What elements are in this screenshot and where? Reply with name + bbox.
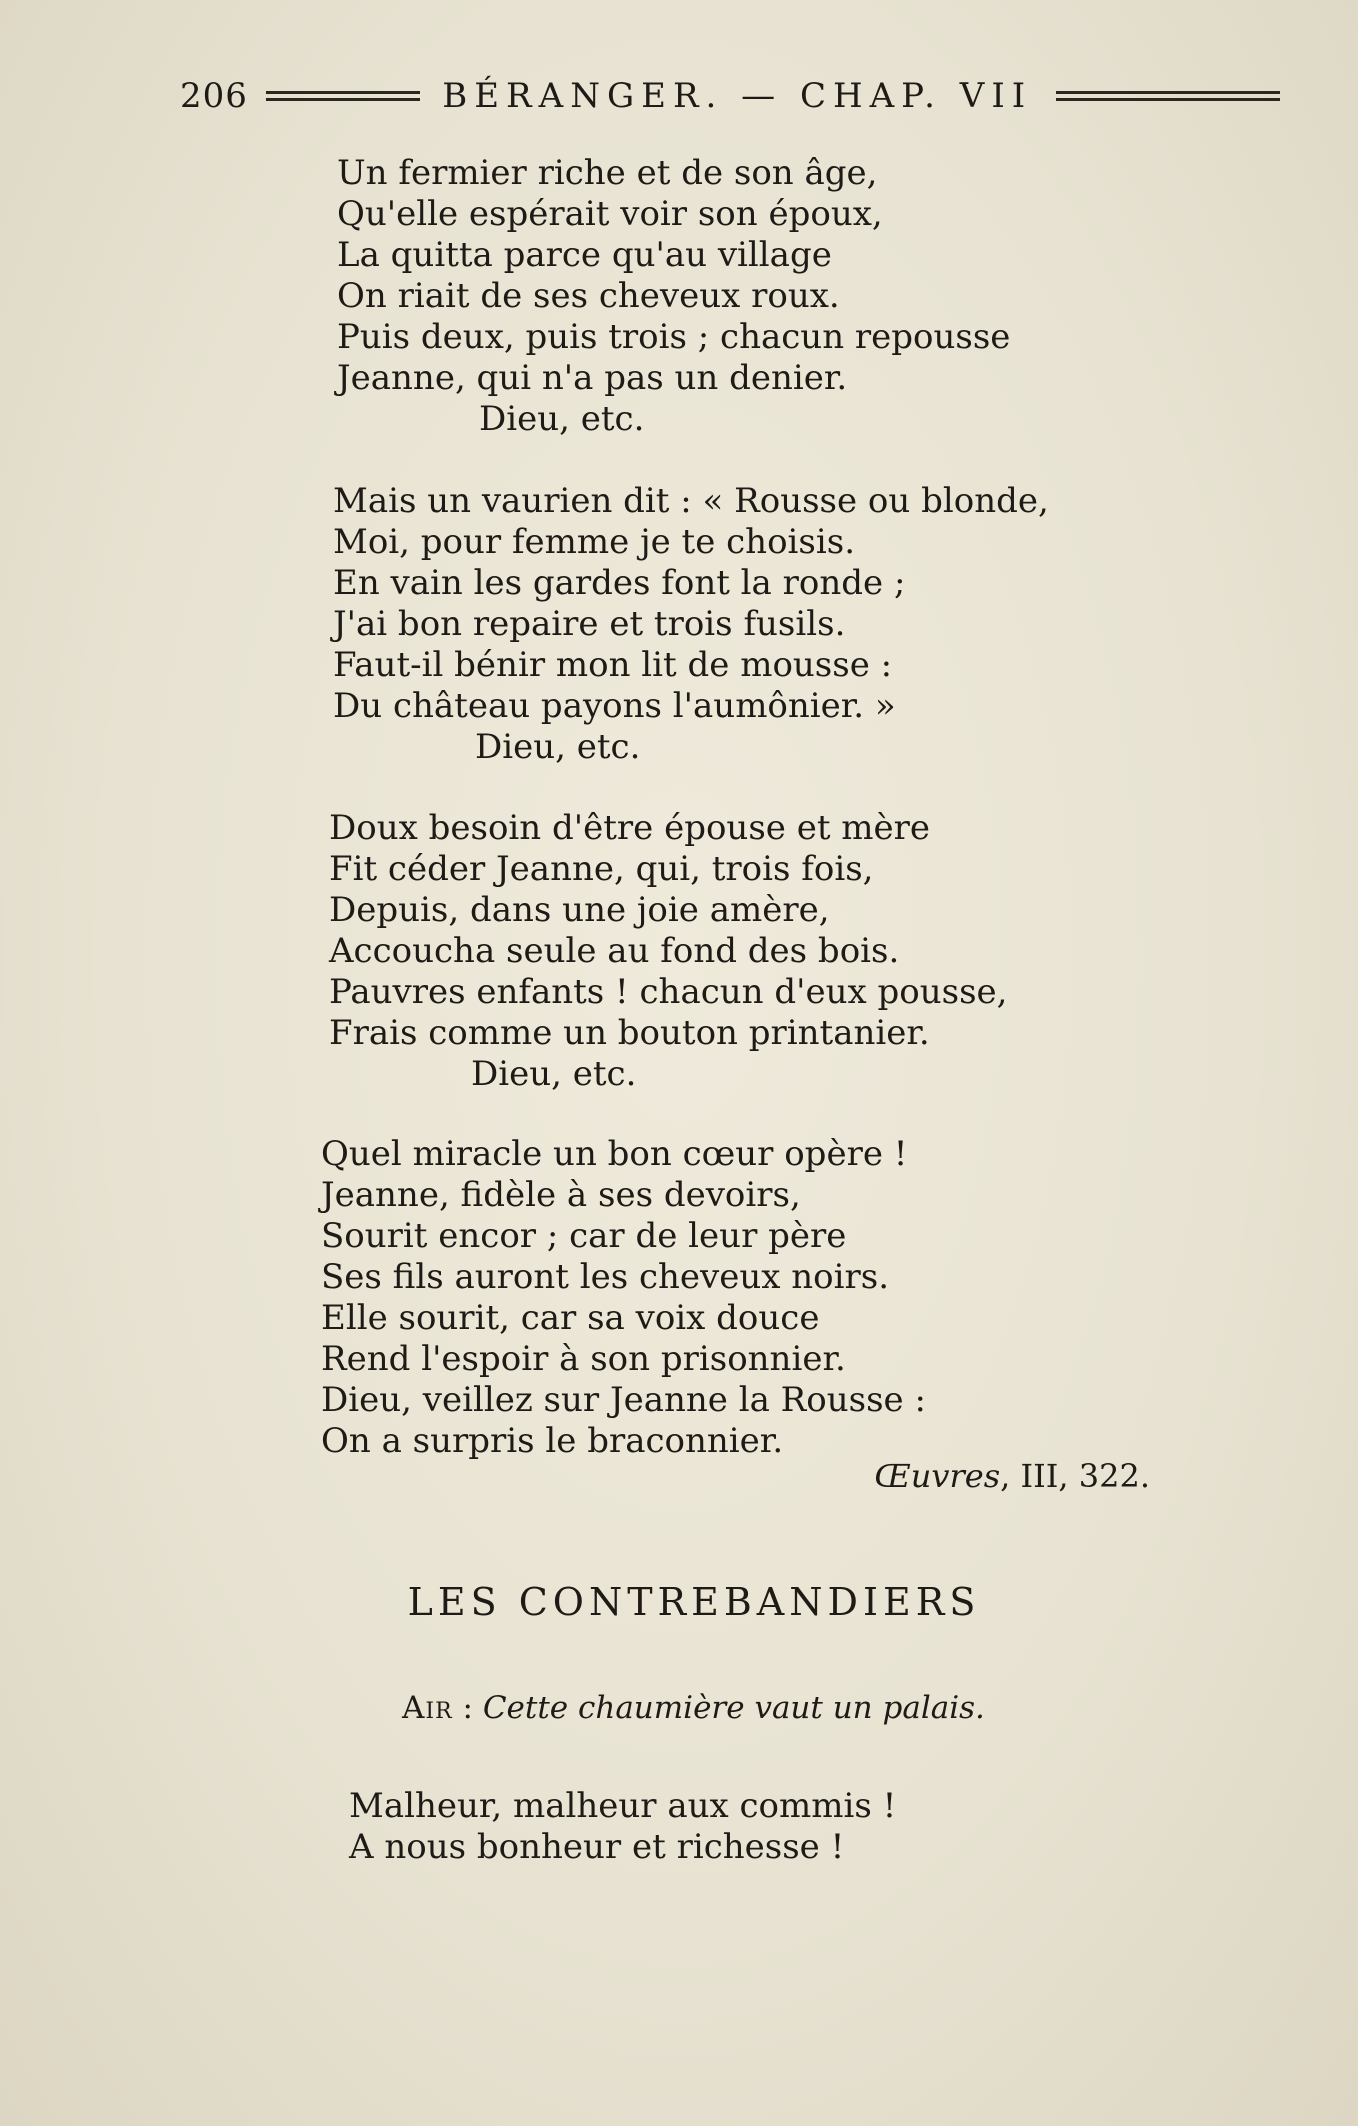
page-number: 206 <box>180 76 248 116</box>
stanza-3 <box>329 808 1007 1095</box>
header-rule-left <box>266 86 420 106</box>
running-head <box>180 74 1280 118</box>
verse-line: Un fermier riche et de son âge, <box>337 153 878 193</box>
stanza-1 <box>337 153 1010 440</box>
air-label: Air <box>402 1690 453 1726</box>
section-heading: LES CONTREBANDIERS <box>407 1580 981 1624</box>
header-rule-right <box>1056 86 1280 106</box>
source-reference: , III, 322. <box>1000 1457 1150 1495</box>
verse-line: En vain les gardes font la ronde ; <box>333 563 906 603</box>
verse-line: Jeanne, fidèle à ses devoirs, <box>321 1175 801 1215</box>
source-work: Œuvres <box>874 1457 1001 1495</box>
stanza-4 <box>321 1134 926 1462</box>
verse-line: Elle sourit, car sa voix douce <box>321 1298 820 1338</box>
refrain: Dieu, etc. <box>475 727 641 767</box>
verse-line: Moi, pour femme je te choisis. <box>333 522 856 562</box>
verse-line: On a surpris le braconnier. <box>321 1421 784 1461</box>
song-opening-stanza <box>349 1786 896 1868</box>
air-title: Cette chaumière vaut un palais. <box>482 1690 985 1726</box>
air-indication <box>402 1690 985 1726</box>
verse-line: Jeanne, qui n'a pas un denier. <box>337 358 848 398</box>
verse-line: Puis deux, puis trois ; chacun repousse <box>337 317 1011 357</box>
verse-line: Depuis, dans une joie amère, <box>329 890 830 930</box>
verse-line: Accoucha seule au fond des bois. <box>329 931 900 971</box>
source-citation <box>874 1457 1150 1495</box>
verse-line: Mais un vaurien dit : « Rousse ou blonde, <box>333 481 1049 521</box>
verse-line: Pauvres enfants ! chacun d'eux pousse, <box>329 972 1008 1012</box>
verse-line: Ses fils auront les cheveux noirs. <box>321 1257 890 1297</box>
verse-line: J'ai bon repaire et trois fusils. <box>333 604 846 644</box>
verse-line: La quitta parce qu'au village <box>337 235 832 275</box>
stanza-2 <box>333 481 1049 768</box>
verse-line: Frais comme un bouton printanier. <box>329 1013 930 1053</box>
air-separator: : <box>452 1690 483 1726</box>
verse-line: Fit céder Jeanne, qui, trois fois, <box>329 849 874 889</box>
verse-line: A nous bonheur et richesse ! <box>349 1827 845 1867</box>
running-title: BÉRANGER. — CHAP. VII <box>442 76 1033 116</box>
verse-line: Doux besoin d'être épouse et mère <box>329 808 931 848</box>
refrain: Dieu, etc. <box>479 399 645 439</box>
verse-line: Malheur, malheur aux commis ! <box>349 1786 897 1826</box>
verse-line: Rend l'espoir à son prisonnier. <box>321 1339 846 1379</box>
verse-line: On riait de ses cheveux roux. <box>337 276 840 316</box>
verse-line: Dieu, veillez sur Jeanne la Rousse : <box>321 1380 926 1420</box>
verse-line: Quel miracle un bon cœur opère ! <box>321 1134 908 1174</box>
verse-line: Du château payons l'aumônier. » <box>333 686 896 726</box>
verse-line: Qu'elle espérait voir son époux, <box>337 194 883 234</box>
verse-line: Faut-il bénir mon lit de mousse : <box>333 645 893 685</box>
refrain: Dieu, etc. <box>471 1054 637 1094</box>
verse-line: Sourit encor ; car de leur père <box>321 1216 847 1256</box>
